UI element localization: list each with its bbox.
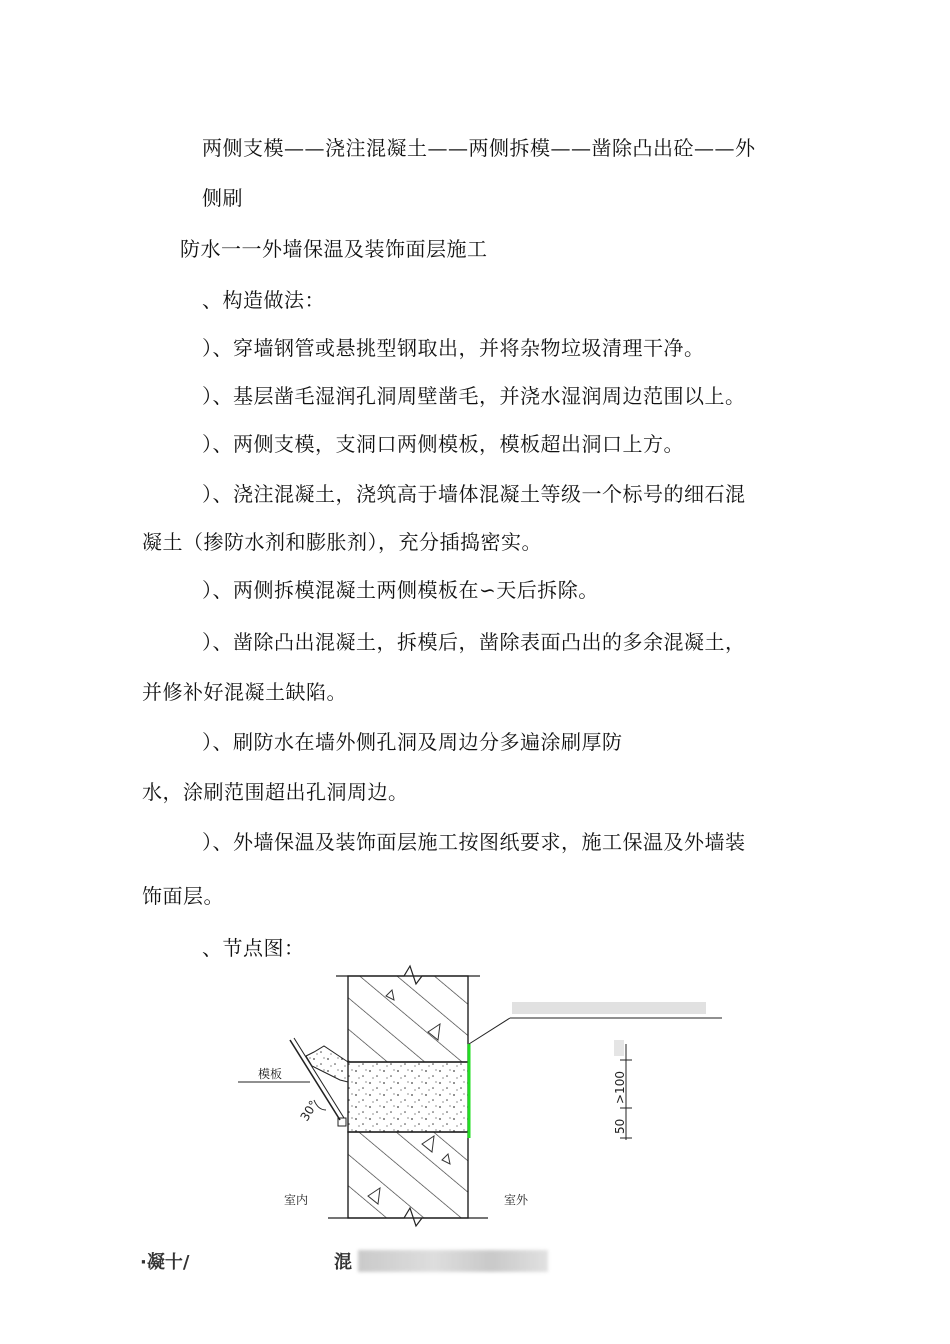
dim-100: >100 (613, 1071, 627, 1104)
label-formwork: 模板 (258, 1067, 283, 1081)
body-line-1: 两侧支模——浇注混凝土——两侧拆模——凿除凸出砼——外 (202, 136, 756, 160)
step-4-cont: 凝土（掺防水剂和膨胀剂），充分插捣密实。 (142, 530, 542, 554)
step-4: ）、浇注混凝土，浇筑高于墙体混凝土等级一个标号的细石混 (202, 482, 746, 506)
coating-leader (469, 1018, 510, 1044)
label-outside: 室外 (504, 1193, 529, 1207)
label-inside: 室内 (284, 1193, 309, 1207)
section-heading-node-diagram: 、节点图： (202, 936, 305, 960)
step-7-cont: 水，涂刷范围超出孔洞周边。 (142, 780, 409, 804)
step-6-cont: 并修补好混凝土缺陷。 (142, 680, 347, 704)
step-2: ）、基层凿毛湿润孔洞周壁凿毛，并浇水湿润周边范围以上。 (202, 384, 746, 408)
caption-blurred-text (358, 1250, 548, 1272)
body-line-2: 侧刷 (202, 186, 243, 210)
blurred-label (512, 1002, 706, 1014)
label-angle: 30° (297, 1098, 321, 1124)
step-8-cont: 饰面层。 (142, 884, 224, 908)
dim-50: 50 (613, 1118, 627, 1134)
hole-fill-concrete (348, 1062, 468, 1132)
wall-lower (348, 1132, 468, 1218)
step-3: ）、两侧支模，支洞口两侧模板，模板超出洞口上方。 (202, 432, 684, 456)
caption-left-fragment: ·凝十/ (140, 1252, 190, 1273)
step-7: ）、刷防水在墙外侧孔洞及周边分多遍涂刷厚防 (202, 730, 623, 754)
step-1: ）、穿墙钢管或悬挑型钢取出，并将杂物垃圾清理干净。 (202, 336, 705, 360)
body-line-3: 防水一一外墙保温及装饰面层施工 (180, 237, 488, 261)
step-5: ）、两侧拆模混凝土两侧模板在∽天后拆除。 (202, 578, 599, 602)
step-6: ）、凿除凸出混凝土，拆模后，凿除表面凸出的多余混凝土， (202, 630, 746, 654)
section-heading-construction: 、构造做法： (202, 288, 325, 312)
step-8: ）、外墙保温及装饰面层施工按图纸要求，施工保温及外墙装 (202, 830, 746, 854)
caption-title: 混 (334, 1252, 352, 1273)
wall-upper (348, 976, 468, 1062)
node-diagram (228, 960, 728, 1242)
